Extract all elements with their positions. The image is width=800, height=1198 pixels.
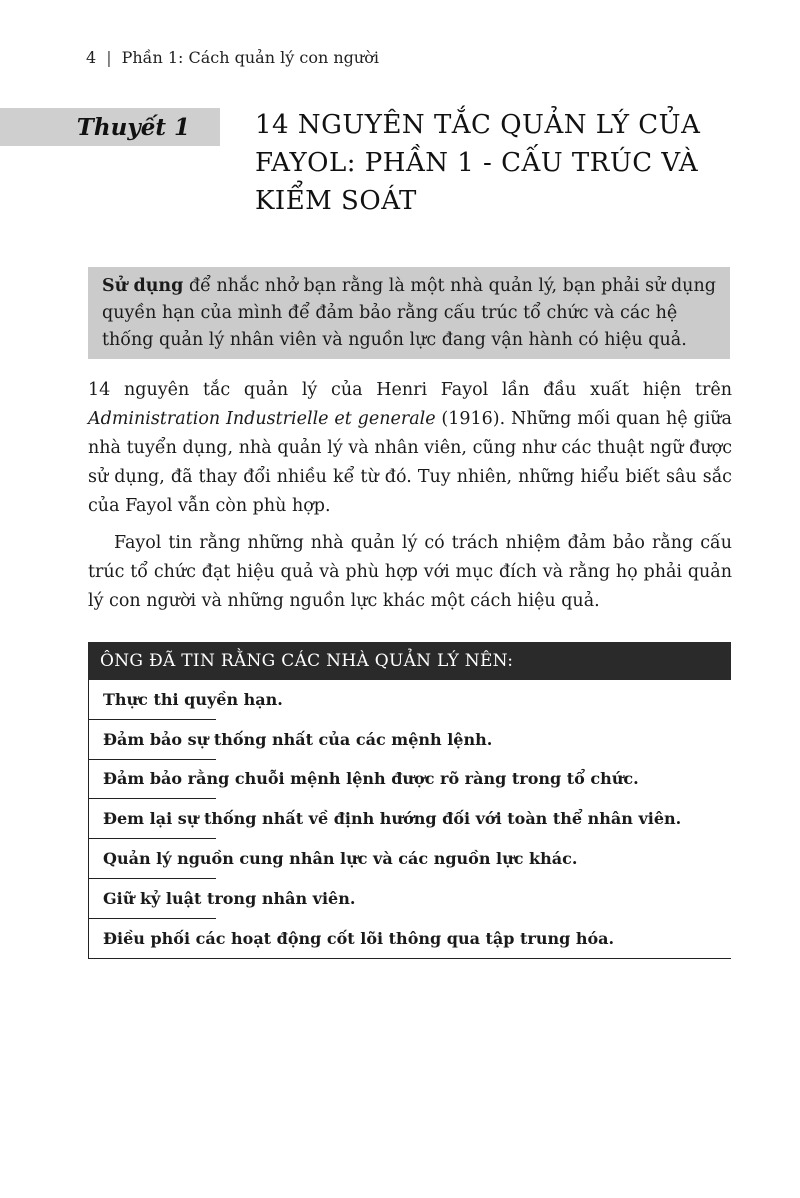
header-separator: | [106,48,112,67]
usage-callout [88,267,730,359]
usage-text: để nhắc nhở bạn rằng là một nhà quản lý, bạn phải sử dụng quyền hạn của mình để đảm bảo rằng cấu trúc tổ chức và các hệ thống quản lý nhân viên và nguồn lực đang vận hành có hiệu quả. [102,276,716,350]
paragraph-1 [88,376,732,521]
chapter-title-line: FAYOL: PHẦN 1 - CẤU TRÚC VÀ [255,148,699,178]
chapter-title [255,106,725,220]
list-item: Đem lại sự thống nhất về định hướng đối với toàn thể nhân viên. [88,799,216,839]
section-title: Phần 1: Cách quản lý con người [121,48,379,67]
list-item: Thực thi quyền hạn. [88,680,216,720]
principles-box [88,642,731,959]
chapter-title-line: KIỂM SOÁT [255,186,417,216]
usage-lead: Sử dụng [102,276,184,296]
principles-header: ÔNG ĐÃ TIN RẰNG CÁC NHÀ QUẢN LÝ NÊN: [88,642,731,680]
chapter-title-line: 14 NGUYÊN TẮC QUẢN LÝ CỦA [255,110,701,140]
paragraph-2: Fayol tin rằng những nhà quản lý có trách nhiệm đảm bảo rằng cấu trúc tổ chức đạt hiệu quả và phù hợp với mục đích và rằng họ phải quản lý con người và những nguồn lực khác một cách hiệu quả. [88,533,732,611]
list-item: Giữ kỷ luật trong nhân viên. [88,879,216,919]
paragraph-1-end: (1916). Những mối quan hệ giữa nhà tuyển dụng, nhà quản lý và nhân viên, cũng như các thuật ngữ được sử dụng, đã thay đổi nhiều kể từ đó. Tuy nhiên, những hiểu biết sâu sắc của Fayol vẫn còn phù hợp. [88,409,732,516]
body-text [88,376,732,624]
paragraph-1-start: 14 nguyên tắc quản lý của Henri Fayol lần đầu xuất hiện trên [88,380,732,400]
book-title: Administration Industrielle et generale [88,409,436,429]
list-item: Điều phối các hoạt động cốt lõi thông qua tập trung hóa. [88,919,731,959]
list-item: Đảm bảo sự thống nhất của các mệnh lệnh. [88,720,216,760]
running-header [86,48,379,67]
list-item: Đảm bảo rằng chuỗi mệnh lệnh được rõ ràng trong tổ chức. [88,760,216,800]
chapter-tag [0,108,220,146]
page-number: 4 [86,48,97,67]
list-item: Quản lý nguồn cung nhân lực và các nguồn lực khác. [88,839,216,879]
chapter-tag-label: Thuyết 1 [76,113,190,141]
